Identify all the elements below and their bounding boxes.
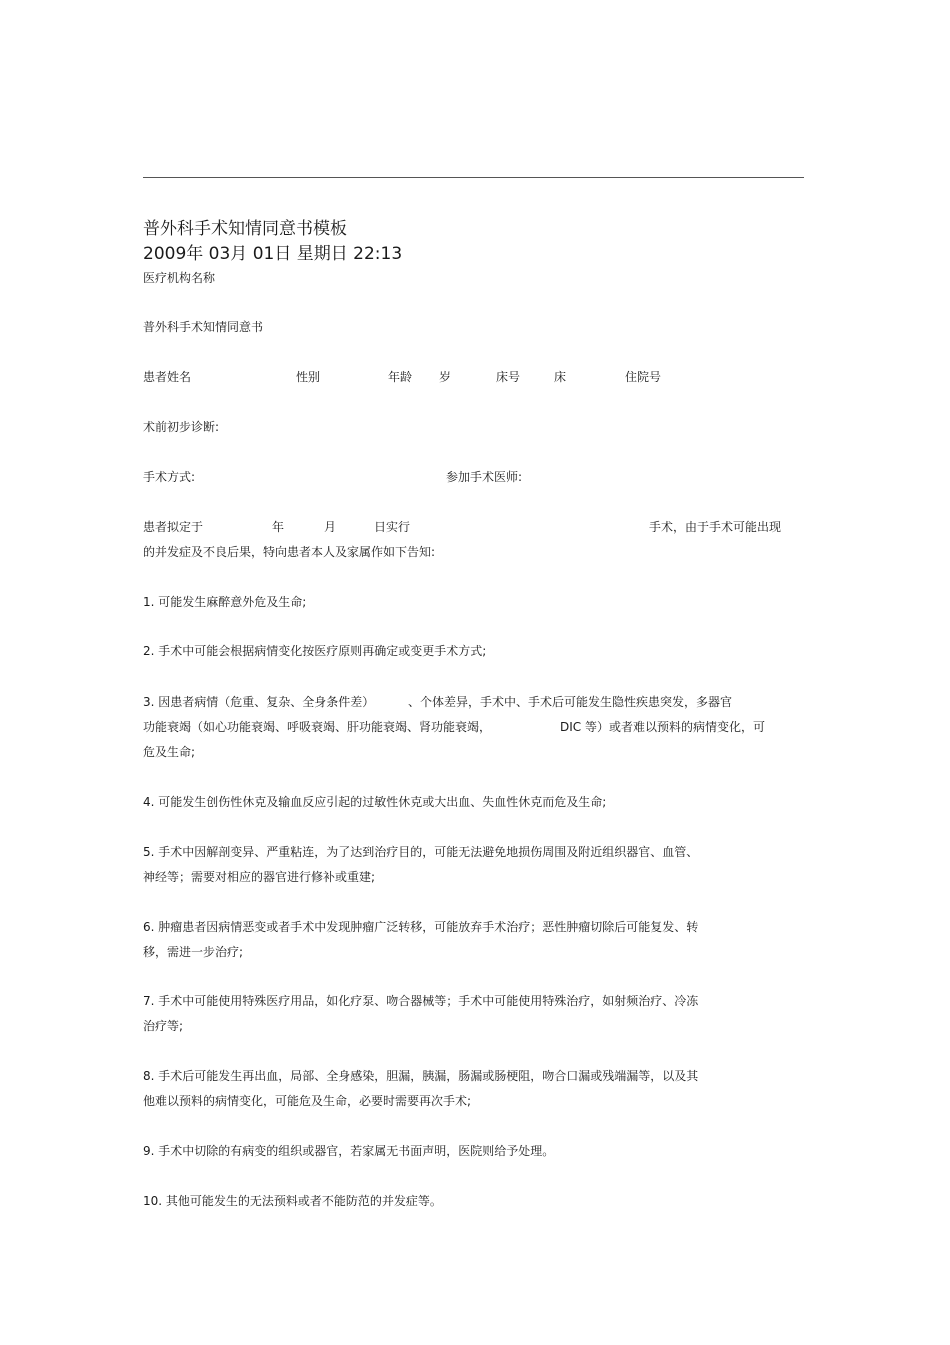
diagnosis-label: 术前初步诊断: bbox=[143, 420, 220, 434]
risk-item-4: 4. 可能发生创伤性休克及输血反应引起的过敏性休克或大出血、失血性休克而危及生命; bbox=[143, 795, 607, 809]
header-divider bbox=[143, 177, 804, 178]
risk-item-3-line-1b: 、个体差异，手术中、手术后可能发生隐性疾患突发，多器官 bbox=[408, 695, 733, 709]
document-title: 普外科手术知情同意书模板 bbox=[143, 219, 347, 239]
intro-line-2: 的并发症及不良后果，特向患者本人及家属作如下告知: bbox=[143, 545, 436, 559]
schedule-prefix: 患者拟定于 bbox=[143, 520, 204, 534]
document-date: 2009年 03月 01日 星期日 22:13 bbox=[143, 244, 403, 264]
bed-label: 床号 bbox=[496, 370, 521, 384]
day-label: 日实行 bbox=[374, 520, 411, 534]
risk-item-10: 10. 其他可能发生的无法预料或者不能防范的并发症等。 bbox=[143, 1194, 442, 1208]
patient-name-label: 患者姓名 bbox=[143, 370, 192, 384]
year-label: 年 bbox=[272, 520, 285, 534]
risk-item-5-line-2: 神经等；需要对相应的器官进行修补或重建; bbox=[143, 870, 376, 884]
age-label: 年龄 bbox=[388, 370, 413, 384]
risk-item-8-line-2: 他难以预料的病情变化，可能危及生命，必要时需要再次手术; bbox=[143, 1094, 472, 1108]
risk-item-8-line-1: 8. 手术后可能发生再出血，局部、全身感染，胆漏，胰漏，肠漏或肠梗阻，吻合口漏或残端漏等，以及其 bbox=[143, 1069, 699, 1083]
risk-item-3-line-1a: 3. 因患者病情（危重、复杂、全身条件差） bbox=[143, 695, 375, 709]
bed-unit: 床 bbox=[554, 370, 567, 384]
risk-item-6-line-2: 移，需进一步治疗; bbox=[143, 945, 244, 959]
risk-item-6-line-1: 6. 肿瘤患者因病情恶变或者手术中发现肿瘤广泛转移，可能放弃手术治疗；恶性肿瘤切除后可能复发、转 bbox=[143, 920, 699, 934]
risk-item-3-line-2a: 功能衰竭（如心功能衰竭、呼吸衰竭、肝功能衰竭、肾功能衰竭， bbox=[143, 720, 492, 734]
risk-item-1: 1. 可能发生麻醉意外危及生命; bbox=[143, 595, 307, 609]
age-unit: 岁 bbox=[439, 370, 452, 384]
surgery-method-label: 手术方式: bbox=[143, 470, 196, 484]
risk-item-2: 2. 手术中可能会根据病情变化按医疗原则再确定或变更手术方式; bbox=[143, 644, 487, 658]
surgeons-label: 参加手术医师: bbox=[446, 470, 523, 484]
risk-item-7-line-2: 治疗等; bbox=[143, 1019, 184, 1033]
risk-item-5-line-1: 5. 手术中因解剖变异、严重粘连，为了达到治疗目的，可能无法避免地损伤周围及附近组织器官、血管、 bbox=[143, 845, 699, 859]
form-heading: 普外科手术知情同意书 bbox=[143, 320, 264, 334]
risk-item-3-line-3: 危及生命; bbox=[143, 745, 196, 759]
risk-item-3-line-2b: DIC 等）或者难以预料的病情变化，可 bbox=[560, 720, 765, 734]
month-label: 月 bbox=[324, 520, 337, 534]
risk-item-7-line-1: 7. 手术中可能使用特殊医疗用品，如化疗泵、吻合器械等；手术中可能使用特殊治疗，如射频治疗、冷冻 bbox=[143, 994, 699, 1008]
gender-label: 性别 bbox=[296, 370, 321, 384]
schedule-suffix: 手术，由于手术可能出现 bbox=[649, 520, 782, 534]
risk-item-9: 9. 手术中切除的有病变的组织或器官，若家属无书面声明，医院则给予处理。 bbox=[143, 1144, 555, 1158]
admission-number-label: 住院号 bbox=[625, 370, 662, 384]
institution-name: 医疗机构名称 bbox=[143, 271, 216, 285]
